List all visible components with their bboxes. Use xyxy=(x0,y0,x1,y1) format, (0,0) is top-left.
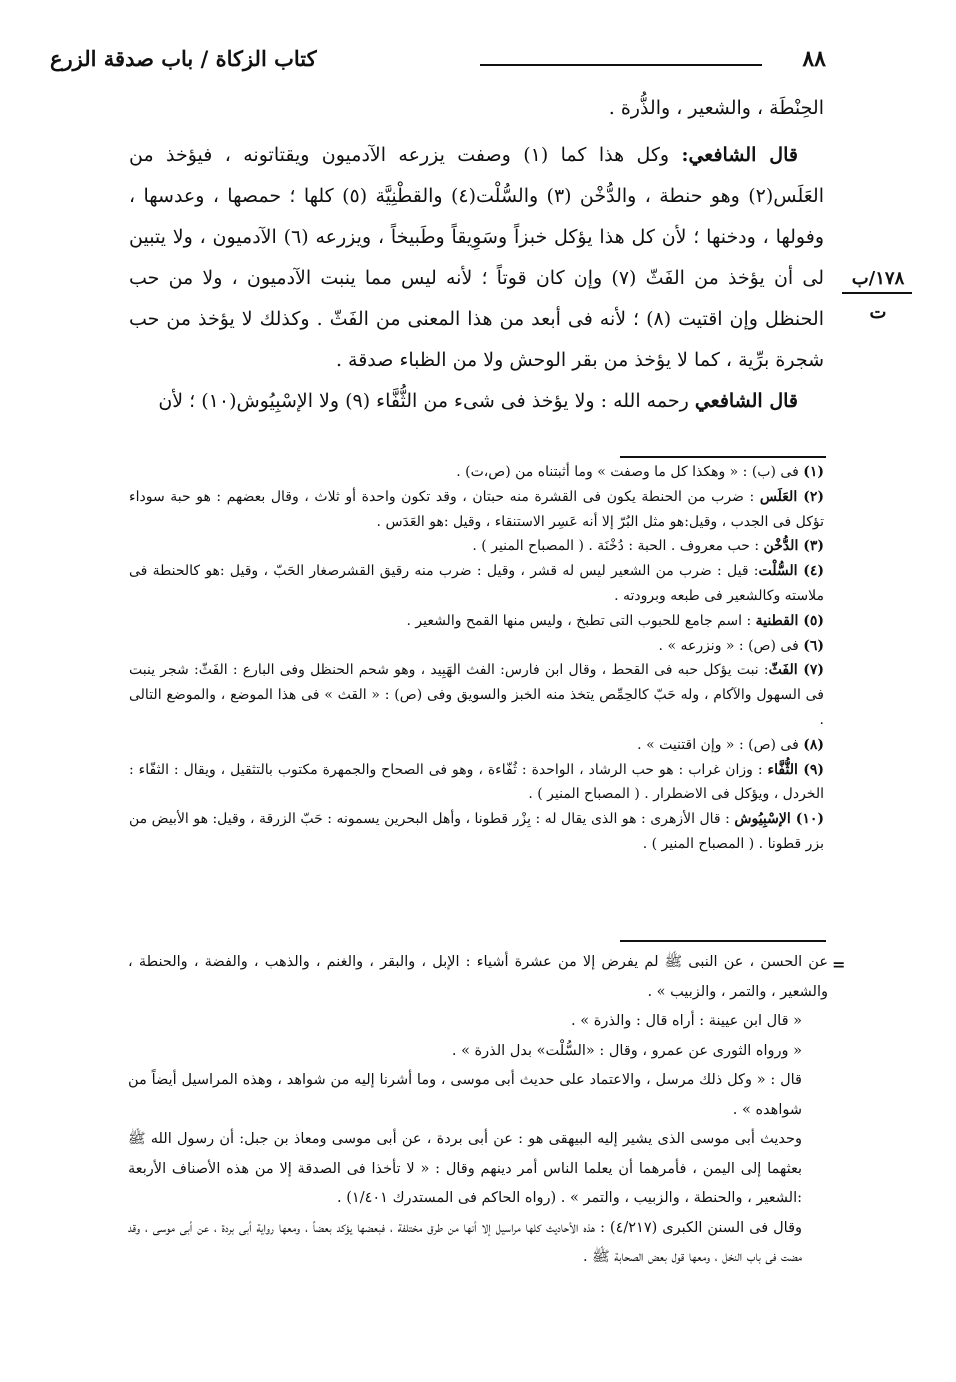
footnote-term: السُّلْت xyxy=(758,563,804,580)
footnote-7 xyxy=(129,658,824,732)
commentary-paragraph: عن الحسن ، عن النبى ﷺ لم يفرض إلا من عشرة أشياء : الإبل ، والبقر ، والغنم ، والذهب ، والفضة ، والحنطة ، والشعير ، والتمر ، والزبيب » . xyxy=(128,954,828,1000)
running-title: كتاب الزكاة / باب صدقة الزرع xyxy=(50,46,317,71)
commentary-paragraph: قال : « وكل ذلك مرسل ، والاعتماد على حديث أبى موسى ، وما أشرنا إليه من شواهد ، وهذه المراسيل أيضاً من شواهده » . xyxy=(128,1072,802,1118)
margin-folio-note xyxy=(842,262,914,330)
footnote-text: فى (ب) : « وهكذا كل ما وصفت » وما أثبتناه من (ص،ت) . xyxy=(456,464,804,480)
footnote-text: : قال الأزهرى : هو الذى يقال له : بِزْر قطونا ، وأهل البحرين يسمونه : حَبّ الزرقة ، وقيل: هو الأبيض من بزر قطونا . ( المصباح المنير ) . xyxy=(129,811,824,852)
footnote-term: الفَثّ xyxy=(768,662,804,679)
footnote-text: : نبت يؤكل حبه فى القحط ، وقال ابن فارس: الفث الهَبِيد ، وهو شحم الحنظل وفى البارع : الفَثّ: شجر ينبت فى السهول والآكام ، وله حَبّ كالحِمِّص يتخذ منه الخبز والسويق وفى (ص) : « القث » فى هذا الموضع ، والموضع التالى . xyxy=(129,662,824,728)
footnote-number: (١٠) xyxy=(795,811,824,828)
footnote-term: الدُّخْن xyxy=(763,538,804,555)
continuation-marker: = xyxy=(832,955,846,974)
footnote-5 xyxy=(129,609,824,634)
footnote-separator xyxy=(620,456,826,458)
commentary-paragraph: « قال ابن عيينة : أراه قال : والذرة » . xyxy=(571,1013,802,1029)
footnote-text: : قيل : ضرب من الشعير ليس له قشر ، وقيل : ضرب منه رقيق القشرصغار الحَبّ ، وقيل :هو كالحنطة فى ملاسته وكالشعير فى طبعه وبرودته . xyxy=(129,563,824,604)
footnote-text: : حب معروف . الحبة : دُخْنَة . ( المصباح المنير ) . xyxy=(472,538,764,555)
paragraph-text: وكل هذا كما (١) وصفت يزرعه الآدميون ويقتاتونه ، فيؤخذ من العَلَس(٢) وهو حنطة ، والدُّخْن (٣) والسُّلْت(٤) والقطْنِيَّة (٥) كلها ؛ حمصها ، وعدسها ، وفولها ، ودخنها ؛ لأن كل هذا يؤكل خبزاً وسَوِيقاً وطَبيخاً ، ويزرعه (٦) الآدميون ، ولا يتبين لى أن يؤخذ من الفَثّ (٧) وإن كان قوتاً ؛ لأنه ليس مما ينبت الآدميون ، ولا من حب الحنظل وإن اقتيت (٨) ؛ لأنه فى أبعد من هذا المعنى من الفَثّ . وكذلك لا يؤخذ من حب شجرة برِّية ، كما لا يؤخذ من بقر الوحش ولا من الظباء صدقة . xyxy=(129,144,825,371)
page-header xyxy=(50,46,826,80)
footnote-number: (٩) xyxy=(803,761,825,778)
speaker-label: قال الشافعي: xyxy=(681,144,798,166)
commentary-paragraph: وقال فى السنن الكبرى (٤/٢١٧) : هذه الأحاديث كلها مراسيل إلا أنها من طرق مختلفة ، فبعضها يؤكد بعضاً ، ومعها رواية أبى بردة ، عن أبى موسى ، وقد مضت فى باب النخل ، ومعها قول بعض الصحابة ﷺ . xyxy=(128,1219,802,1265)
footnote-term: القطنية xyxy=(755,612,804,629)
footnote-4 xyxy=(129,559,824,609)
commentary-paragraph: وحديث أبى موسى الذى يشير إليه البيهقى هو : عن أبى بردة ، عن أبى موسى ومعاذ بن جبل: أن رسول الله ﷺ بعثهما إلى اليمن ، فأمرهما أن يعلما الناس أمر دينهم وقال : « لا تأخذا فى الصدقة إلا من هذه الأصناف الأربعة :الشعير ، والحنطة ، والزبيب ، والتمر » . (رواه الحاكم فى المستدرك ١/٤٠١) . xyxy=(128,1131,802,1206)
footnote-number: (٦) xyxy=(803,637,824,654)
main-line-1: الحِنْطَة ، والشعير ، والذُّرة . xyxy=(608,97,824,119)
folio-number: ١٧٨/ب xyxy=(851,268,905,289)
header-rule xyxy=(480,64,762,66)
commentary-paragraph: « ورواه الثورى عن عمرو ، وقال : «السُّلْت» بدل الذرة » . xyxy=(451,1042,802,1059)
footnote-text: فى (ص) : « ونزرعه » . xyxy=(658,637,804,654)
footnote-term: الإسْبِيُوش xyxy=(734,811,796,828)
commentary-separator xyxy=(620,940,826,942)
footnote-term: العَلَس xyxy=(759,488,804,505)
footnote-8 xyxy=(129,733,824,758)
footnote-10 xyxy=(129,807,824,857)
footnote-number: (٤) xyxy=(803,563,825,580)
footnote-1 xyxy=(129,460,824,485)
manuscript-siglum: ت xyxy=(869,302,887,323)
footnote-text: : ضرب من الحنطة يكون فى القشرة منه حبتان ، وقد تكون واحدة أو ثلاث ، وقال بعضهم : هو حبة سوداء تؤكل فى الجدب ، وقيل:هو مثل البُرّ إلا أنه عَسِر الاستنقاء ، وقيل :هو العَدَس . xyxy=(129,488,824,530)
footnote-text: : اسم جامع للحبوب التى تطبخ ، وليس منها القمح والشعير . xyxy=(406,612,756,629)
footnote-number: (٨) xyxy=(803,736,824,753)
footnote-2 xyxy=(129,485,824,535)
footnote-number: (٧) xyxy=(803,662,824,679)
paragraph-text: رحمه الله : ولا يؤخذ فى شىء من الثُّفَّاء (٩) ولا الإسْبِيُوش(١٠) ؛ لأن xyxy=(158,390,695,412)
footnote-3 xyxy=(129,534,824,559)
footnotes xyxy=(129,460,824,857)
footnote-number: (٢) xyxy=(803,488,824,505)
footnote-6 xyxy=(129,634,824,659)
footnote-number: (١) xyxy=(803,464,824,480)
footnote-9 xyxy=(129,758,824,808)
footnote-number: (٣) xyxy=(803,538,824,555)
page-number: ٨٨ xyxy=(802,46,826,72)
main-paragraph-1 xyxy=(129,135,824,381)
main-paragraph-2 xyxy=(129,381,824,422)
footnote-number: (٥) xyxy=(803,612,824,629)
speaker-label: قال الشافعي xyxy=(694,390,798,412)
margin-rule xyxy=(842,292,912,294)
footnote-text: فى (ص) : « وإن اقتنيت » . xyxy=(637,736,804,753)
footnote-text: : وزان غراب : هو حب الرشاد ، الواحدة : ثُفّاءة ، وهو فى الصحاح والجمهرة مكتوب بالتثقيل ، ويقال : الثفّاء : الخردل ، ويؤكل فى الاضطرار . ( المصباح المنير ) . xyxy=(129,761,824,803)
footnote-term: الثُّفَّاء xyxy=(767,761,804,778)
commentary xyxy=(128,948,828,1273)
main-text xyxy=(129,88,824,422)
